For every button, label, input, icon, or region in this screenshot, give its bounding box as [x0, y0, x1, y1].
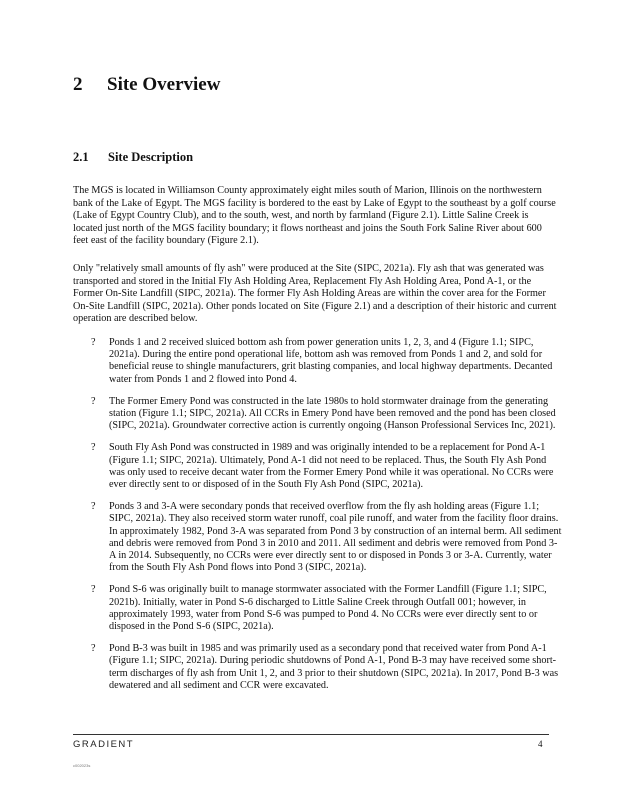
section-heading: [73, 74, 220, 96]
paragraph-site-location: The MGS is located in Williamson County approximately eight miles south of Marion, Illinois on the northwestern bank of the Lake of Egypt. The MGS facility is bordered to the east by Lake of Egypt to the southeast by a golf course (Lake of Egypt Country Club), and to the south, west, and north by farmland (Figure 2.1). Little Saline Creek is located just north of the MGS facility boundary; it flows northeast and joins the South Fork Saline River about 600 feet east of the facility boundary (Figure 2.1).: [73, 185, 556, 246]
list-item-text: Ponds 1 and 2 received sluiced bottom ash from power generation units 1, 2, 3, and 4 (Figure 1.1; SIPC, 2021a). During the entire pond operational life, bottom ash was removed from Ponds 1 and 2, and sold for beneficial reuse to shingle manufacturers, grit blasting companies, and local highway departments. Decanted water from Ponds 1 and 2 flowed into Pond 4.: [109, 337, 553, 385]
bullet-marker: ?: [91, 584, 96, 596]
page-number: 4: [538, 739, 543, 749]
subsection-heading: [73, 150, 193, 165]
section-number: 2: [73, 74, 83, 95]
company-logo: GRADIENT: [73, 739, 135, 750]
bullet-marker: ?: [91, 395, 96, 407]
list-item-text: Ponds 3 and 3-A were secondary ponds that received overflow from the fly ash holding areas (Figure 1.1; SIPC, 2021a). They also received storm water runoff, coal pile runoff, and water from the facility floor drains. In approximately 1982, Pond 3-A was separated from Pond 3 by construction of an internal berm. All sediment and debris were removed from Pond 3 in 2010 and 2011. All sediment and debris were removed from Pond 3-A in 2014. Subsequently, no CCRs were ever directly sent to or disposed in Ponds 3 or 3-A. Currently, water from the South Fly Ash Pond flows into Pond 3 (SIPC, 2021a).: [109, 501, 562, 574]
footer-divider: [73, 734, 549, 735]
bullet-marker: ?: [91, 337, 96, 348]
bullet-marker: ?: [91, 643, 96, 655]
list-item: [73, 396, 563, 433]
list-item-text: Pond S-6 was originally built to manage stormwater associated with the Former Landfill (Figure 1.1; SIPC, 2021b). Initially, water in Pond S-6 discharged to Little Saline Creek through Outfall 001; however, in approximately 1993, water from Pond S-6 was pumped to Pond 4. No CCRs were ever directly sent to or disposed in the Pond S-6 (SIPC, 2021a).: [109, 584, 547, 633]
list-item: [73, 584, 563, 633]
bullet-marker: ?: [91, 442, 96, 454]
list-item-text: South Fly Ash Pond was constructed in 1989 and was originally intended to be a replacement for Pond A-1 (Figure 1.1; SIPC, 2021a). Ultimately, Pond A-1 did not need to be replaced. Thus, the South Fly Ash Pond was only used to receive decant water from the Former Emery Pond while it was operational. No CCRs were ever directly sent to or disposed of in the South Fly Ash Pond (SIPC, 2021a).: [109, 442, 554, 491]
list-item: [73, 337, 563, 386]
pond-list: [73, 337, 563, 702]
list-item-text: Pond B-3 was built in 1985 and was primarily used as a secondary pond that received water from Pond A-1 (Figure 1.1; SIPC, 2021a). During periodic shutdowns of Pond A-1, Pond B-3 may have received some short-term discharges of fly ash from Unit 1, 2, and 3 prior to their shutdown (SIPC, 2021a). In 2017, Pond B-3 was dewatered and all sediment and CCR were excavated.: [109, 643, 559, 691]
section-title: Site Overview: [107, 74, 221, 95]
bullet-marker: ?: [91, 501, 96, 513]
document-code: c002023s: [73, 763, 91, 768]
list-item: [73, 643, 563, 692]
paragraph-fly-ash: Only "relatively small amounts of fly ash" were produced at the Site (SIPC, 2021a). Fly ash that was generated was transported and stored in the Initial Fly Ash Holding Area, Replacement Fly Ash Holding Area, Pond A-1, or the Former On-Site Landfill (SIPC, 2021a). The former Fly Ash Holding Areas are within the cover area for the Former On-Site Landfill (SIPC, 2021a). Other ponds located on Site (Figure 2.1) and a description of their historic and current operation are described below.: [73, 263, 557, 324]
list-item-text: The Former Emery Pond was constructed in the late 1980s to hold stormwater drainage from the generating station (Figure 1.1; SIPC, 2021a). All CCRs in Emery Pond have been removed and the pond has been closed (SIPC, 2021a). Groundwater corrective action is currently ongoing (Hanson Professional Services Inc, 2021).: [109, 395, 556, 432]
list-item: [73, 442, 563, 491]
subsection-title: Site Description: [108, 150, 194, 164]
subsection-number: 2.1: [73, 150, 89, 164]
list-item: [73, 501, 563, 574]
